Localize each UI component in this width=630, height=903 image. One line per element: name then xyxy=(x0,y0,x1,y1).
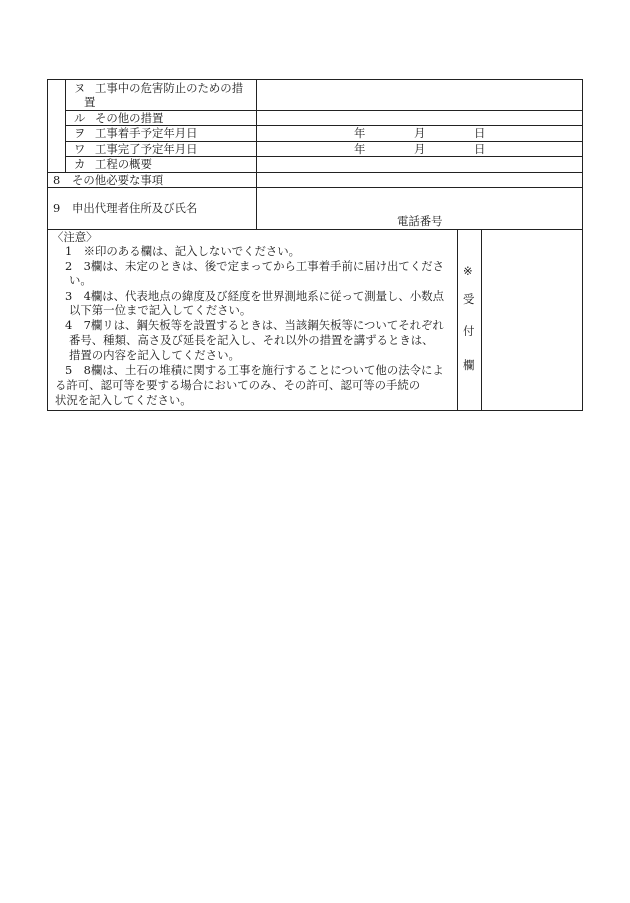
row-nu-label: 工事中の危害防止のための措 xyxy=(95,81,244,95)
item-8-number: 8 xyxy=(53,173,61,187)
rule xyxy=(47,79,48,411)
row-wo-kana: ヲ xyxy=(74,126,86,140)
row-wa-kana: ワ xyxy=(74,142,86,156)
note-line: い。 xyxy=(69,273,92,287)
row-ru-kana: ル xyxy=(74,111,86,125)
row-ru-label: その他の措置 xyxy=(95,111,164,125)
end-year-unit: 年 xyxy=(354,142,366,156)
reception-label-char: 受 xyxy=(463,292,475,306)
rule xyxy=(47,229,583,230)
phone-number-label: 電話番号 xyxy=(397,214,443,228)
row-wa-label: 工事完了予定年月日 xyxy=(95,142,198,156)
reception-mark: ※ xyxy=(463,264,473,278)
item-8-label: その他必要な事項 xyxy=(72,173,164,187)
note-line: 番号、種類、高さ及び延長を記入し、それ以外の措置を講ずるときは、 xyxy=(69,333,434,347)
note-line: 5 8欄は、土石の堆積に関する工事を施行することについて他の法令によ xyxy=(65,363,444,377)
rule xyxy=(582,79,583,411)
reception-label-char: 付 xyxy=(463,324,475,338)
note-line: 2 3欄は、未定のときは、後で定まってから工事着手前に届け出てくださ xyxy=(65,259,444,273)
note-line: 1 ※印のある欄は、記入しないでください。 xyxy=(65,244,301,258)
start-year-unit: 年 xyxy=(354,126,366,140)
rule xyxy=(47,410,583,411)
rule xyxy=(65,79,66,173)
row-nu-kana: ヌ xyxy=(74,81,86,95)
notes-heading: 〈注意〉 xyxy=(52,230,98,244)
note-line: 以下第一位まで記入してください。 xyxy=(69,303,252,317)
item-9-number: 9 xyxy=(53,201,61,215)
item-9-label: 申出代理者住所及び氏名 xyxy=(72,201,198,215)
end-day-unit: 日 xyxy=(474,142,486,156)
row-ka-label: 工程の概要 xyxy=(95,157,152,171)
rule xyxy=(457,229,458,411)
row-wo-label: 工事着手予定年月日 xyxy=(95,126,198,140)
start-day-unit: 日 xyxy=(474,126,486,140)
reception-label-char: 欄 xyxy=(463,358,475,372)
row-ka-kana: カ xyxy=(74,157,86,171)
note-line: 措置の内容を記入してください。 xyxy=(69,348,240,362)
note-line: 3 4欄は、代表地点の緯度及び経度を世界測地系に従って測量し、小数点 xyxy=(65,289,444,303)
row-nu-label-cont: 置 xyxy=(84,95,96,109)
rule xyxy=(481,229,482,411)
note-line: る許可、認可等を要する場合においてのみ、その許可、認可等の手続の xyxy=(55,378,421,392)
rule xyxy=(47,187,583,188)
rule xyxy=(47,79,583,80)
rule xyxy=(256,79,257,230)
end-month-unit: 月 xyxy=(414,142,426,156)
start-month-unit: 月 xyxy=(414,126,426,140)
note-line: 状況を記入してください。 xyxy=(55,393,192,407)
note-line: 4 7欄リは、鋼矢板等を設置するときは、当該鋼矢板等についてそれぞれ xyxy=(65,318,444,332)
